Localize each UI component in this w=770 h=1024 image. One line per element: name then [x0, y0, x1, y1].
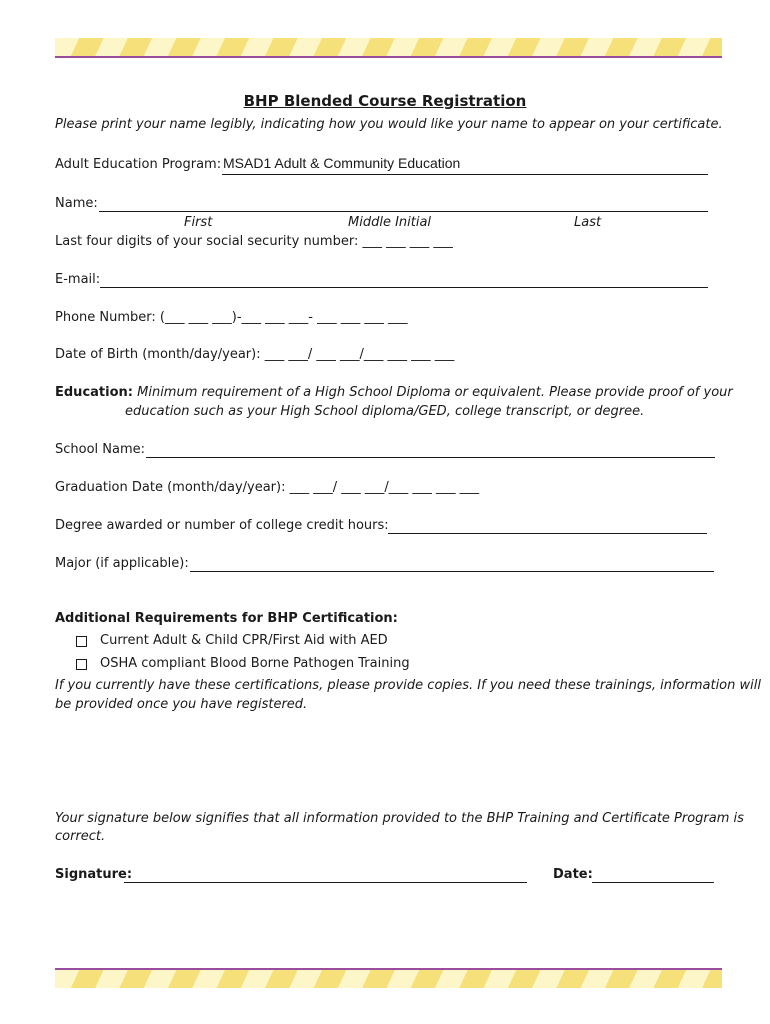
- graduation-date-field[interactable]: Graduation Date (month/day/year): ___ ___/ ___ ___/___ ___ ___ ___: [55, 480, 480, 495]
- program-line: [222, 174, 708, 175]
- additional-heading: Additional Requirements for BHP Certification:: [55, 611, 398, 626]
- date-label: Date:: [553, 867, 593, 882]
- major-field[interactable]: [190, 571, 714, 572]
- date-field[interactable]: [592, 882, 714, 883]
- top-banner: [55, 38, 722, 58]
- education-text: [55, 385, 733, 400]
- program-field[interactable]: MSAD1 Adult & Community Education: [223, 155, 461, 171]
- requirement-checkbox-cpr[interactable]: [76, 636, 87, 647]
- education-text-1: Minimum requirement of a High School Diploma or equivalent. Please provide proof of your: [137, 385, 733, 400]
- school-field[interactable]: [146, 457, 715, 458]
- school-label: School Name:: [55, 442, 146, 457]
- name-middle-caption: Middle Initial: [348, 215, 432, 230]
- bottom-banner: [55, 968, 722, 988]
- signature-field[interactable]: [124, 882, 527, 883]
- form-title: BHP Blended Course Registration: [243, 92, 527, 110]
- degree-field[interactable]: [388, 533, 707, 534]
- dob-field[interactable]: Date of Birth (month/day/year): ___ ___/ ___ ___/___ ___ ___ ___: [55, 347, 455, 362]
- requirement-cpr-label: Current Adult & Child CPR/First Aid with AED: [100, 633, 388, 648]
- name-field[interactable]: [99, 211, 708, 212]
- degree-label: Degree awarded or number of college credit hours:: [55, 518, 389, 533]
- cert-note-1: If you currently have these certifications, please provide copies. If you need these trainings, information will: [55, 678, 761, 693]
- major-label: Major (if applicable):: [55, 556, 189, 571]
- instruction-text: Please print your name legibly, indicating how you would like your name to appear on your certificate.: [55, 117, 723, 132]
- requirement-osha-label: OSHA compliant Blood Borne Pathogen Training: [100, 656, 410, 671]
- ssn-field[interactable]: Last four digits of your social security number: ___ ___ ___ ___: [55, 234, 453, 249]
- signature-note-2: correct.: [55, 829, 106, 844]
- signature-label: Signature:: [55, 867, 133, 882]
- signature-note-1: Your signature below signifies that all information provided to the BHP Training and Certificate Program is: [55, 811, 744, 826]
- program-label: Adult Education Program:: [55, 157, 222, 172]
- requirement-checkbox-osha[interactable]: [76, 659, 87, 670]
- education-label: Education:: [55, 385, 133, 400]
- name-first-caption: First: [184, 215, 213, 230]
- education-text-2: education such as your High School diploma/GED, college transcript, or degree.: [125, 404, 645, 419]
- name-last-caption: Last: [574, 215, 602, 230]
- name-label: Name:: [55, 196, 98, 211]
- email-label: E-mail:: [55, 272, 101, 287]
- phone-field[interactable]: Phone Number: (___ ___ ___)-___ ___ ___- ___ ___ ___ ___: [55, 310, 408, 325]
- email-field[interactable]: [100, 287, 708, 288]
- cert-note-2: be provided once you have registered.: [55, 697, 308, 712]
